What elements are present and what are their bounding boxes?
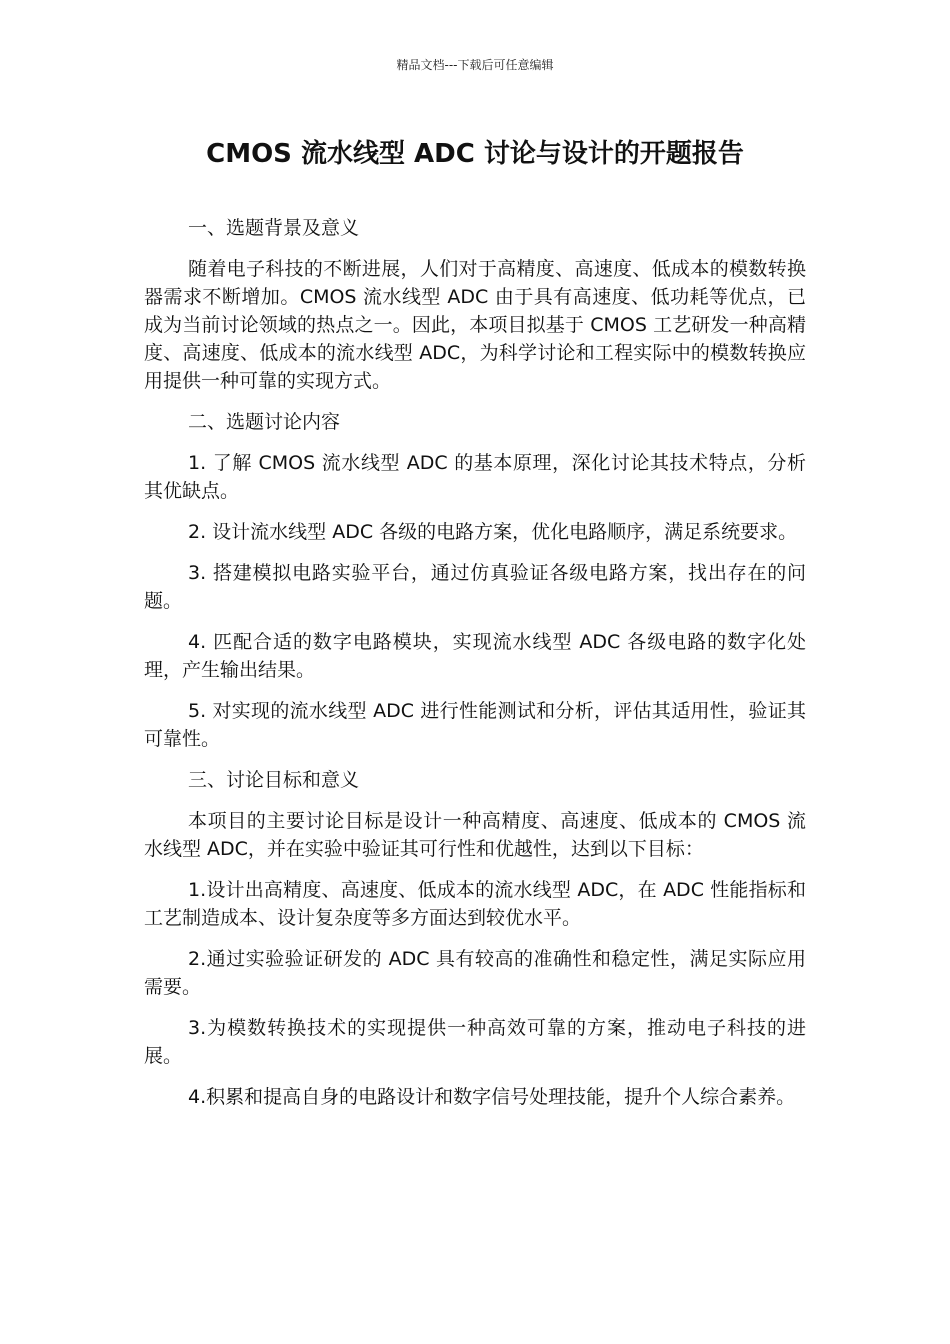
header-note: 精品文档---下载后可任意编辑 bbox=[396, 58, 554, 72]
list-item-content-1: 1. 了解 CMOS 流水线型 ADC 的基本原理，深化讨论其技术特点，分析其优缺点。 bbox=[144, 452, 806, 502]
section-heading-content: 二、选题讨论内容 bbox=[188, 411, 341, 433]
list-item-goal-2: 2.通过实验验证研发的 ADC 具有较高的准确性和稳定性，满足实际应用需要。 bbox=[144, 948, 806, 998]
paragraph-goals-intro: 本项目的主要讨论目标是设计一种高精度、高速度、低成本的 CMOS 流水线型 ADC，并在实验中验证其可行性和优越性，达到以下目标： bbox=[144, 810, 806, 860]
list-item-goal-4: 4.积累和提高自身的电路设计和数字信号处理技能，提升个人综合素养。 bbox=[188, 1086, 796, 1108]
list-item-content-4: 4. 匹配合适的数字电路模块，实现流水线型 ADC 各级电路的数字化处理，产生输出结果。 bbox=[144, 631, 806, 681]
list-item-content-2: 2. 设计流水线型 ADC 各级的电路方案，优化电路顺序，满足系统要求。 bbox=[188, 521, 798, 543]
paragraph-background: 随着电子科技的不断进展，人们对于高精度、高速度、低成本的模数转换器需求不断增加。CMOS 流水线型 ADC 由于具有高速度、低功耗等优点，已成为当前讨论领域的热点之一。因此，本项目拟基于 CMOS 工艺研发一种高精度、高速度、低成本的流水线型 ADC，为科学讨论和工程实际中的模数转换应用提供一种可靠的实现方式。 bbox=[144, 258, 806, 392]
list-item-content-3: 3. 搭建模拟电路实验平台，通过仿真验证各级电路方案，找出存在的问题。 bbox=[144, 562, 806, 612]
document-body bbox=[144, 214, 806, 1124]
section-heading-goals: 三、讨论目标和意义 bbox=[188, 769, 360, 791]
section-heading-background: 一、选题背景及意义 bbox=[188, 217, 360, 239]
list-item-goal-3: 3.为模数转换技术的实现提供一种高效可靠的方案，推动电子科技的进展。 bbox=[144, 1017, 806, 1067]
list-item-content-5: 5. 对实现的流水线型 ADC 进行性能测试和分析，评估其适用性，验证其可靠性。 bbox=[144, 700, 806, 750]
document-title: CMOS 流水线型 ADC 讨论与设计的开题报告 bbox=[206, 139, 744, 169]
list-item-goal-1: 1.设计出高精度、高速度、低成本的流水线型 ADC，在 ADC 性能指标和工艺制造成本、设计复杂度等多方面达到较优水平。 bbox=[144, 879, 806, 929]
